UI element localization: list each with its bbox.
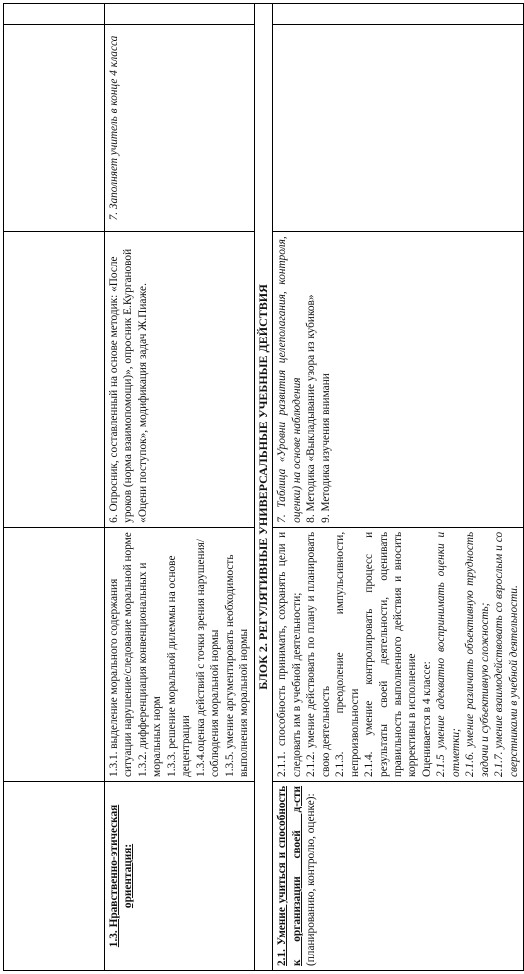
top-cell-2	[4, 527, 105, 781]
regulative-who-cell	[273, 24, 524, 232]
top-cell-4	[4, 24, 105, 232]
moral-who-cell	[105, 24, 255, 232]
criterion: 2.1.5 умение адекватно воспринимать оценки и отметки;	[435, 531, 462, 777]
criterion: 2.1.3. преодоление импульсивности, непроизвольности	[334, 531, 361, 777]
moral-methods-cell	[105, 232, 255, 527]
criterion: 2.1.6. умение различать объективную трудность задачи и субъективную сложность;	[464, 531, 491, 777]
criterion: 2.1.2. умение действовать по плану и планировать свою деятельность	[305, 531, 332, 777]
method-text: 6. Опросник, составленный на основе методик: «После уроков (норма взаимопомощи)», опросник Е.Кургановой «Оцени поступок», модификация задач Ж.Пиаже.	[108, 248, 149, 523]
who-text: 7. Заполняет учитель в конце 4 класса	[108, 35, 120, 221]
top-cell-3	[4, 232, 105, 527]
block-header: БЛОК 2. РЕГУЛЯТИВНЫЕ УНИВЕРСАЛЬНЫЕ УЧЕБНЫЕ ДЕЙСТВИЯ	[255, 4, 273, 971]
table-row	[4, 4, 105, 971]
moral-criteria-cell	[105, 527, 255, 781]
table-row-moral	[105, 4, 255, 971]
criterion: 2.1.4. умение контролировать процесс и результаты своей деятельности, оценивать правильность выполненного действия и вносить коррективы в исполнение	[363, 531, 419, 777]
assessment-table	[3, 3, 524, 971]
regulative-title-cell	[273, 781, 524, 970]
criterion: 1.3.5. умение аргументировать необходимость выполнения моральной нормы	[223, 554, 251, 777]
criterion: 1.3.4.оценка действий с точки зрения нарушения/соблюдения моральной нормы	[194, 539, 222, 777]
top-cell-5	[4, 4, 105, 25]
moral-extra-cell	[105, 4, 255, 25]
block-header-row	[255, 4, 273, 971]
criterion: 2.1.1. способность принимать, сохранять цели и следовать им в учебной деятельности;	[276, 531, 303, 777]
criterion: 1.3.2. дифференциация конвенциональных и моральных норм	[136, 562, 164, 777]
criterion-note: Оценивается в 4 классе:	[420, 661, 433, 777]
table-row-regulative	[273, 4, 524, 971]
method-text: 9. Методика изучения внимани	[319, 373, 332, 523]
method-text: 8. Методика «Выкладывание узора из кубиков»	[305, 294, 318, 523]
regulative-criteria-cell	[273, 527, 524, 781]
criterion: 1.3.3. решение моральной дилеммы на основе децентрации	[165, 555, 193, 777]
method-text: 7. Таблица «Уровни развития целеполагания, контроля, оценки) на основе наблюдения	[276, 236, 303, 523]
regulative-title-bold: 2.1. Умение учиться и способность к организации своей д-сти	[276, 785, 303, 966]
top-cell-1	[4, 781, 105, 970]
moral-orientation-title	[105, 781, 255, 970]
regulative-title-rest: (планированию, контролю, оценке):	[305, 793, 318, 966]
regulative-methods-cell	[273, 232, 524, 527]
criterion: 1.3.1. выделение морального содержания ситуации нарушение/следование моральной норме	[108, 532, 135, 777]
regulative-extra-cell	[273, 4, 524, 25]
moral-title-text: 1.3. Нравственно-этическая ориентация:	[108, 804, 135, 948]
criterion: 2.1.7. умение взаимодействовать со взрослым и со сверстниками в учебной деятельности.	[493, 531, 520, 777]
